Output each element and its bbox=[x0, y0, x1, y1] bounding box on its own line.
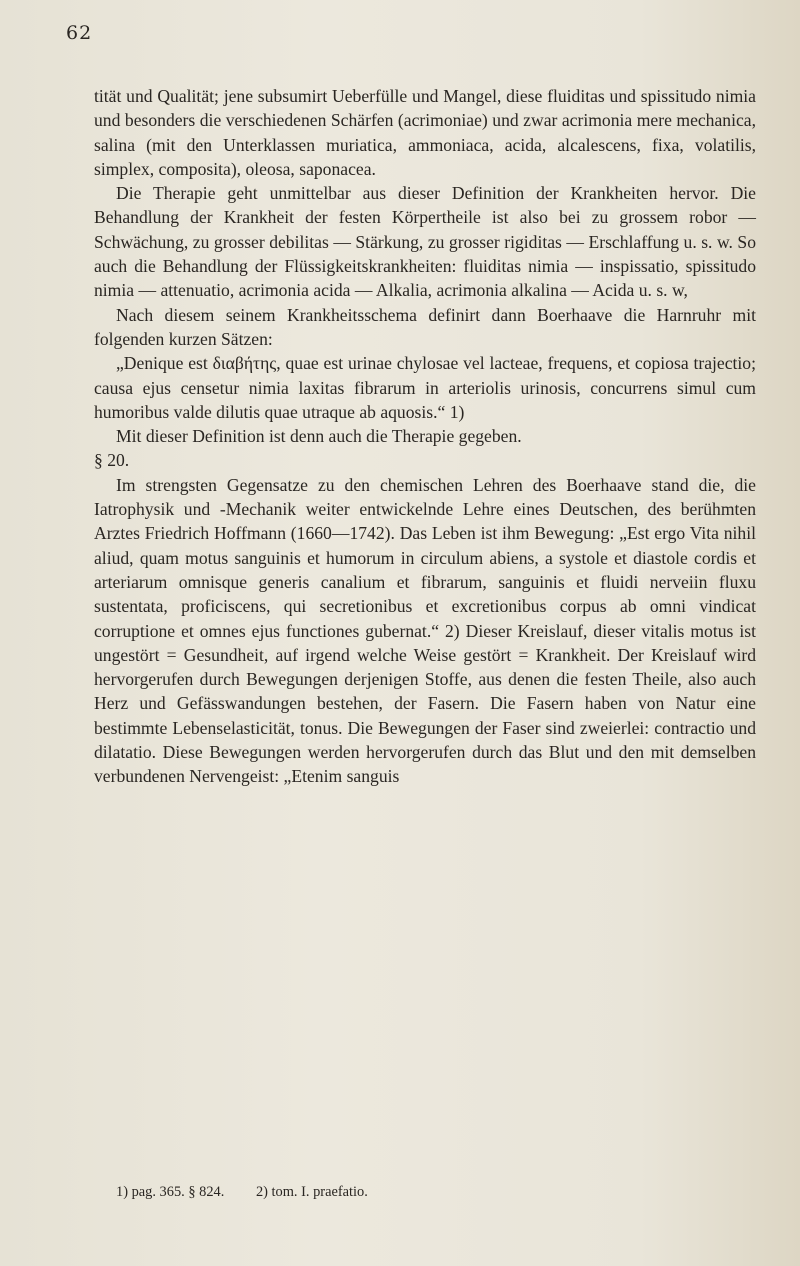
paragraph-5: Mit dieser Definition ist denn auch die Therapie gegeben. bbox=[116, 426, 522, 447]
paragraph-1: tität und Qualität; jene subsumirt Ueberfülle und Mangel, diese fluiditas und spissitudo nimia und besonders die verschiedenen Schärfen (acrimoniae) und zwar acrimonia mere mechanica, salina (mit den Unterklassen muriatica, ammoniaca, acida, alcalescens, fixa, volatilis, simplex, composita), oleosa, saponacea. bbox=[94, 86, 756, 179]
section-heading: § 20. bbox=[94, 450, 130, 471]
body-text bbox=[94, 84, 756, 789]
paragraph-7: Im strengsten Gegensatze zu den chemischen Lehren des Boerhaave stand die, die Iatrophysik und -Mechanik weiter entwickelnde Lehre eines Deutschen, des berühmten Arztes Friedrich Hoffmann (1660—1742). Das Leben ist ihm Bewegung: „Est ergo Vita nihil aliud, quam motus sanguinis et humorum in circulum abiens, a systole et diastole cordis et arteriarum omnisque generis canalium et fibrarum, sanguinis et fluidi nerveiin fluxu sustentata, proficiscens, qui secretionibus et excretionibus corpus ab omni vindicat corruptione et omnes ejus functiones gubernat.“ 2) Dieser Kreislauf, dieser vitalis motus ist ungestört = Gesundheit, auf irgend welche Weise gestört = Krankheit. Der Kreislauf wird hervorgerufen durch Bewegungen derjenigen Stoffe, aus denen die festen Theile, also auch Herz und Gefässwandungen bestehen, der Fasern. Die Fasern haben von Natur eine bestimmte Lebenselasticität, tonus. Die Bewegungen der Faser sind zweierlei: contractio und dilatatio. Diese Bewegungen werden hervorgerufen durch das Blut und den mit demselben verbundenen Nervengeist: „Etenim sanguis bbox=[94, 474, 756, 787]
paragraph-2: Die Therapie geht unmittelbar aus dieser Definition der Krankheiten hervor. Die Behandlung der Krankheit der festen Körpertheile ist also bei zu grossem robor — Schwächung, zu grosser debilitas — Stärkung, zu grosser rigiditas — Erschlaffung u. s. w. So auch die Behandlung der Flüssigkeitskrankheiten: fluiditas nimia — inspissatio, spissitudo nimia — attenuatio, acrimonia acida — Alkalia, acrimonia alkalina — Acida u. s. w, bbox=[94, 183, 756, 301]
page-number: 62 bbox=[66, 22, 93, 44]
quote-diabetes-definition: „Denique est διαβήτης, quae est urinae chylosae vel lacteae, frequens, et copiosa trajectio; causa ejus censetur nimia laxitas fibrarum in arteriolis urinosis, concurrens simul cum humoribus valde dilutis quae utraque ab aquosis.“ 1) bbox=[94, 353, 756, 422]
paragraph-3: Nach diesem seinem Krankheitsschema definirt dann Boerhaave die Harnruhr mit folgenden kurzen Sätzen: bbox=[94, 304, 756, 349]
footnote-2: 2) tom. I. praefatio. bbox=[255, 1184, 368, 1200]
footnotes bbox=[116, 1184, 736, 1201]
footnote-1: 1) pag. 365. § 824. bbox=[116, 1184, 225, 1200]
